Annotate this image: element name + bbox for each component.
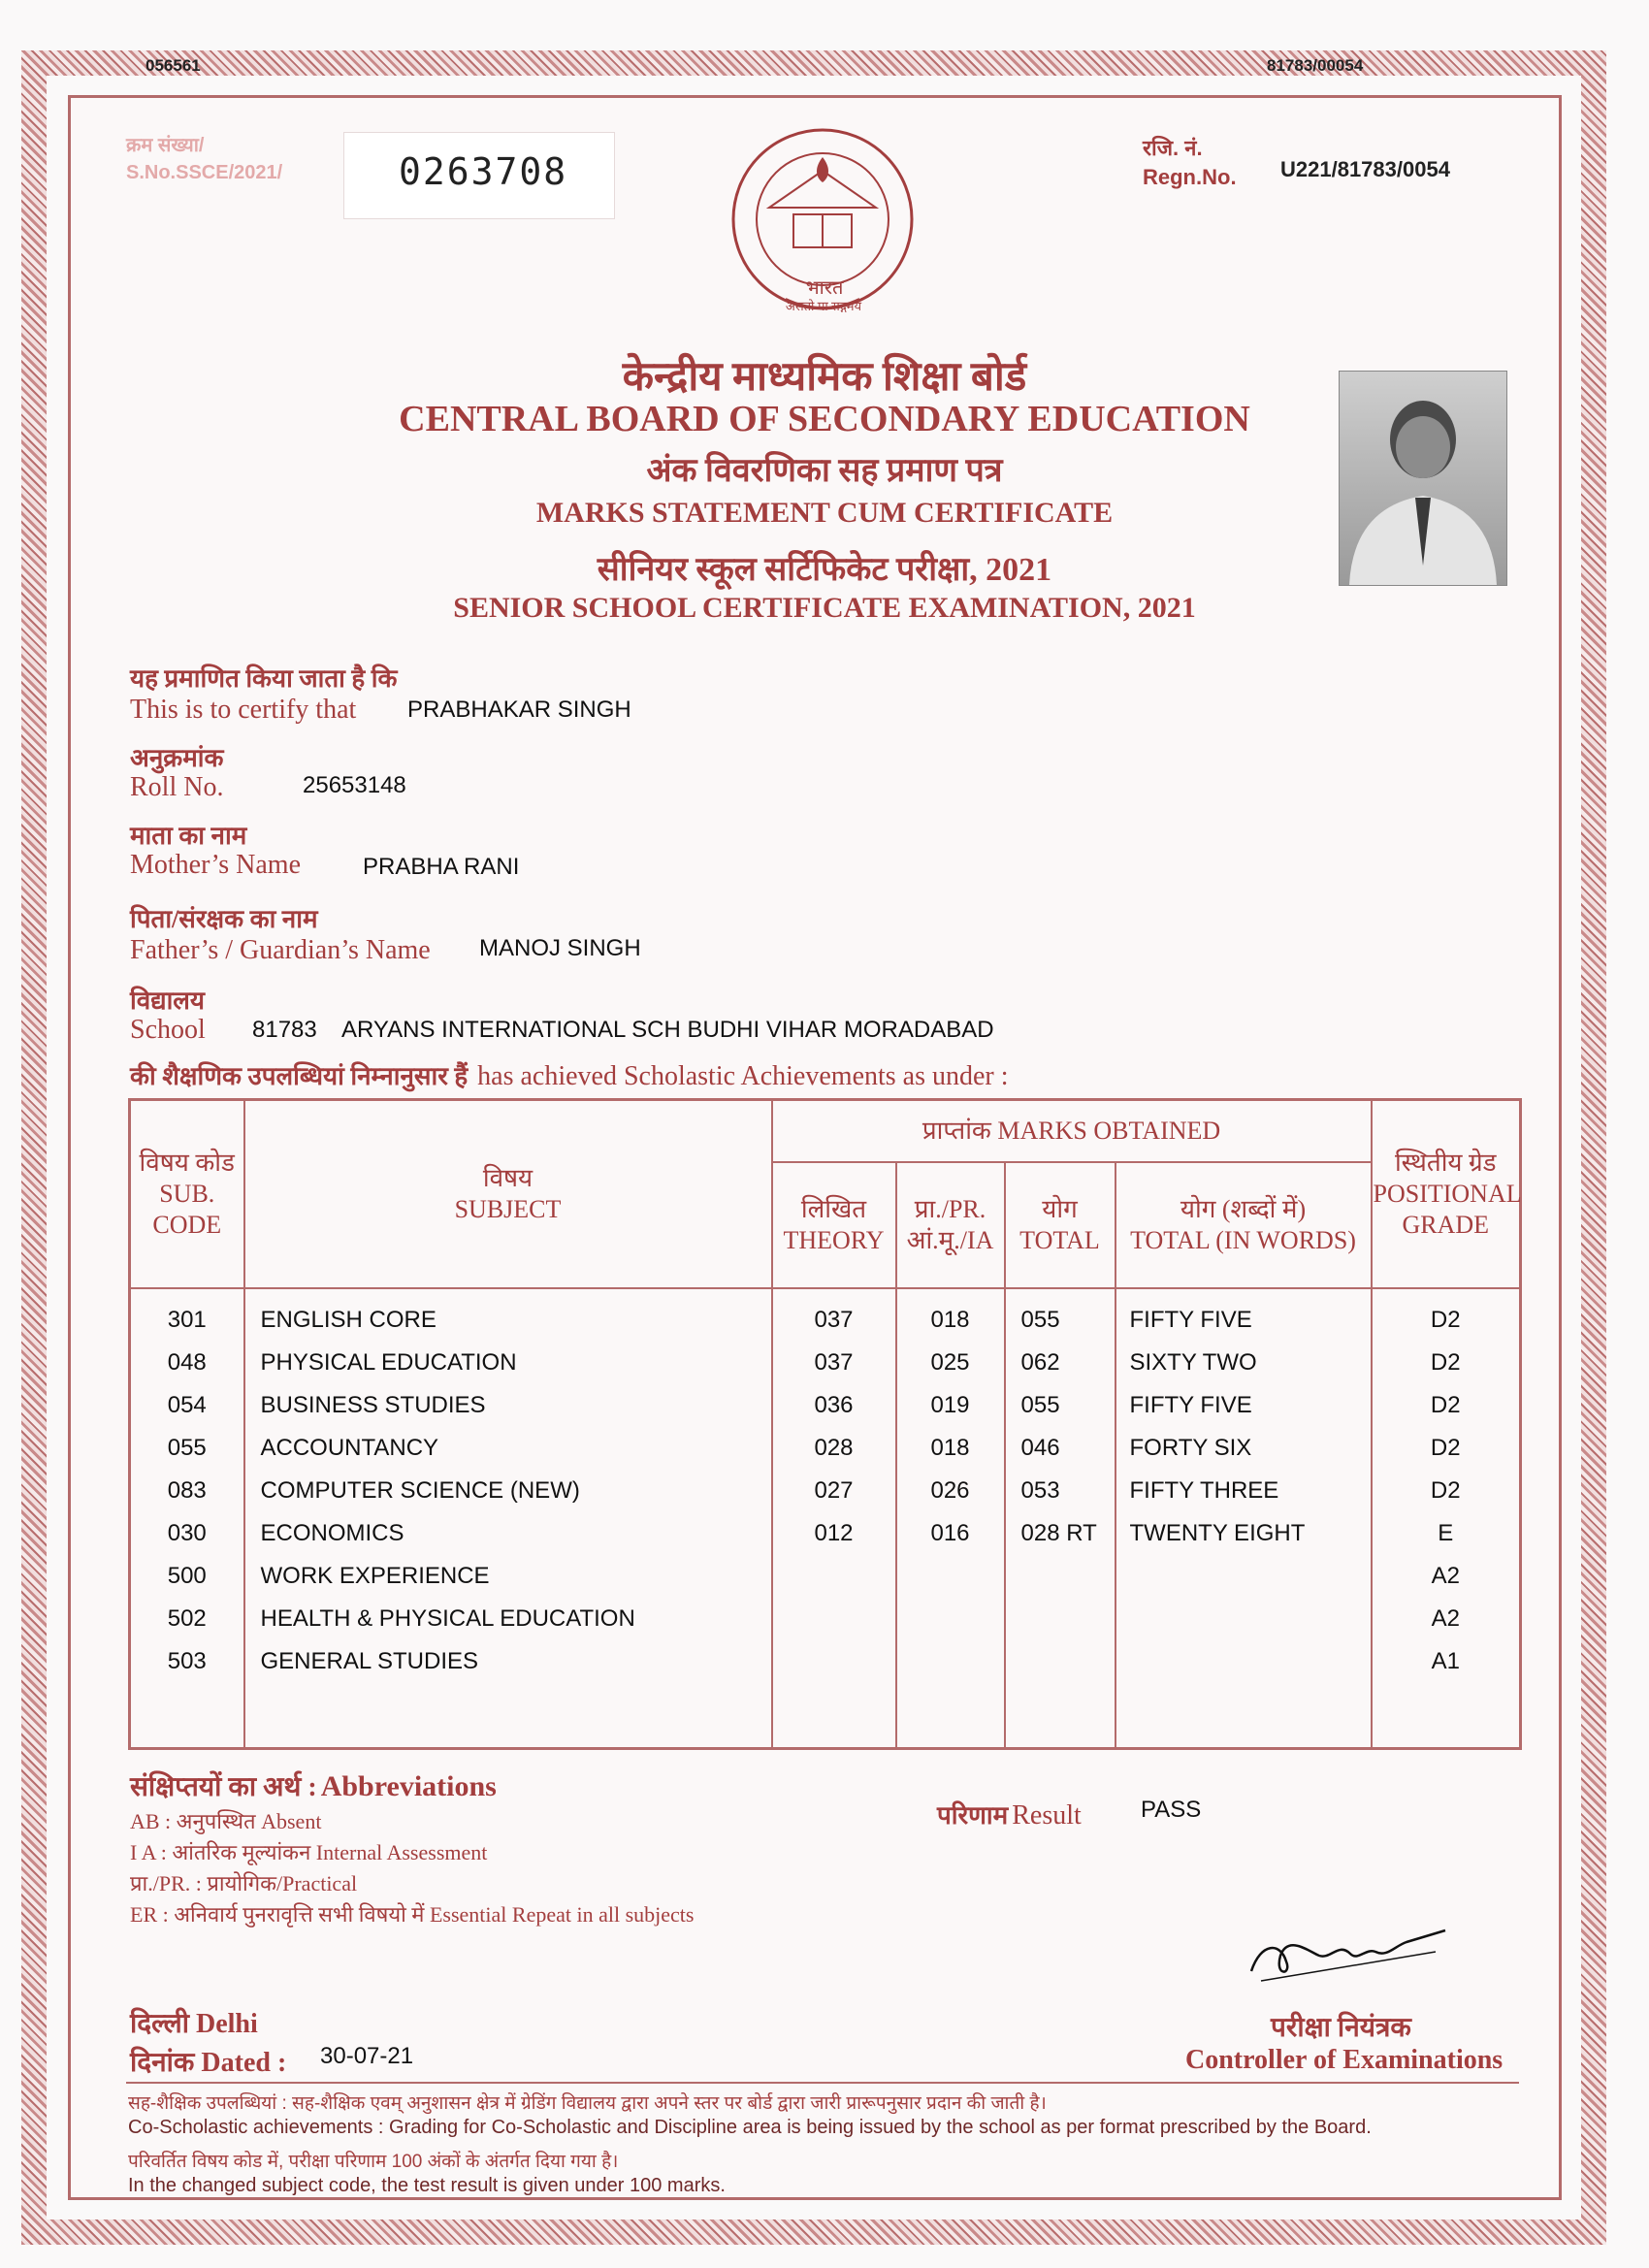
cell-empty	[896, 1685, 1005, 1749]
achievement-line	[130, 1057, 1009, 1092]
table-row	[130, 1344, 1521, 1386]
school-name: ARYANS INTERNATIONAL SCH BUDHI VIHAR MORADABAD	[341, 1017, 994, 1043]
abbr-absent: AB : अनुपस्थित Absent	[130, 1809, 322, 1833]
header-code	[130, 1100, 244, 1288]
header-grade-hi: स्थितीय ग्रेड	[1394, 1148, 1497, 1177]
cell-theory: 012	[772, 1514, 896, 1557]
serial-label-en: S.No.SSCE/2021/	[126, 162, 283, 183]
board-title-en: CENTRAL BOARD OF SECONDARY EDUCATION	[399, 399, 1250, 439]
cell-theory: 037	[772, 1288, 896, 1344]
header-theory	[772, 1162, 896, 1288]
cell-pr: 019	[896, 1386, 1005, 1429]
abbreviations-title-hi: संक्षिप्तयों का अर्थ :	[130, 1772, 317, 1802]
emblem-motto: असतो मा सद्गमय	[785, 299, 862, 313]
cell-pr	[896, 1642, 1005, 1685]
school-label-hi: विद्यालय	[130, 987, 206, 1015]
cell-words: FIFTY THREE	[1116, 1472, 1372, 1514]
serial-box	[343, 132, 615, 219]
cell-total: 062	[1005, 1344, 1116, 1386]
cell-empty	[1116, 1685, 1372, 1749]
serial-label	[126, 132, 282, 186]
cell-total: 028 RT	[1005, 1514, 1116, 1557]
father-label-hi: पिता/संरक्षक का नाम	[130, 905, 318, 933]
cell-total: 055	[1005, 1288, 1116, 1344]
cell-code: 054	[130, 1386, 244, 1429]
header-subject-en: SUBJECT	[454, 1194, 562, 1223]
exam-title-en: SENIOR SCHOOL CERTIFICATE EXAMINATION, 2021	[453, 592, 1196, 624]
cell-pr: 018	[896, 1288, 1005, 1344]
exam-title-hi: सीनियर स्कूल सर्टिफिकेट परीक्षा, 2021	[597, 552, 1052, 588]
marks-table	[128, 1098, 1522, 1750]
result-label-en: Result	[1012, 1800, 1082, 1831]
cell-grade: D2	[1372, 1472, 1521, 1514]
cell-total: 053	[1005, 1472, 1116, 1514]
header-total-en: TOTAL	[1019, 1225, 1100, 1254]
cell-grade: D2	[1372, 1288, 1521, 1344]
roll-label-en: Roll No.	[130, 772, 224, 802]
mother-label-hi: माता का नाम	[130, 822, 247, 850]
cell-total	[1005, 1642, 1116, 1685]
achievement-label-en: has achieved Scholastic Achievements as under :	[477, 1061, 1009, 1091]
controller-hi: परीक्षा नियंत्रक	[1271, 2013, 1411, 2043]
header-marks	[772, 1100, 1372, 1162]
header-pr	[896, 1162, 1005, 1288]
header-marks-en: MARKS OBTAINED	[997, 1116, 1221, 1145]
header-pr-en: आं.मू./IA	[906, 1225, 994, 1254]
cell-subject: GENERAL STUDIES	[244, 1642, 772, 1685]
marks-table-body	[130, 1288, 1521, 1749]
father-label-en: Father’s / Guardian’s Name	[130, 935, 431, 965]
cell-code: 301	[130, 1288, 244, 1344]
achievement-label-hi: की शैक्षणिक उपलब्धियां निम्नानुसार हैं	[130, 1062, 469, 1090]
cell-grade: D2	[1372, 1429, 1521, 1472]
cell-code: 502	[130, 1600, 244, 1642]
student-photo	[1339, 371, 1507, 586]
header-words-hi: योग (शब्दों में)	[1180, 1194, 1307, 1223]
table-row	[130, 1600, 1521, 1642]
top-right-code: 81783/00054	[1267, 56, 1364, 75]
cell-code: 503	[130, 1642, 244, 1685]
emblem-country: भारत	[805, 277, 844, 299]
cell-code: 048	[130, 1344, 244, 1386]
cell-words: FORTY SIX	[1116, 1429, 1372, 1472]
cell-pr: 018	[896, 1429, 1005, 1472]
cell-subject: COMPUTER SCIENCE (NEW)	[244, 1472, 772, 1514]
table-filler-row	[130, 1685, 1521, 1749]
top-left-code: 056561	[146, 56, 201, 75]
cell-empty	[130, 1685, 244, 1749]
registration-label	[1143, 134, 1237, 192]
cell-words: SIXTY TWO	[1116, 1344, 1372, 1386]
cell-grade: E	[1372, 1514, 1521, 1557]
father-name: MANOJ SINGH	[479, 935, 641, 961]
footer-divider	[126, 2082, 1519, 2084]
abbreviations-title	[130, 1767, 497, 1804]
cell-code: 083	[130, 1472, 244, 1514]
header-theory-hi: लिखित	[800, 1194, 867, 1223]
header-grade	[1372, 1100, 1521, 1288]
cell-empty	[772, 1685, 896, 1749]
cell-theory	[772, 1642, 896, 1685]
note-changed-code-hi: परिवर्तित विषय कोड में, परीक्षा परिणाम 100 अंकों के अंतर्गत दिया गया है।	[128, 2152, 619, 2172]
cell-theory	[772, 1557, 896, 1600]
certify-label-en: This is to certify that	[130, 695, 357, 725]
cell-subject: BUSINESS STUDIES	[244, 1386, 772, 1429]
cell-empty	[1372, 1685, 1521, 1749]
serial-number: 0263708	[399, 150, 568, 193]
cell-words	[1116, 1557, 1372, 1600]
registration-label-hi: रजि. नं.	[1143, 136, 1203, 160]
place-label: दिल्ली Delhi	[130, 2009, 258, 2039]
cell-subject: HEALTH & PHYSICAL EDUCATION	[244, 1600, 772, 1642]
header-marks-hi: प्राप्तांक	[922, 1116, 991, 1145]
header-subject-hi: विषय	[482, 1163, 534, 1192]
student-silhouette-icon	[1340, 372, 1506, 585]
cell-subject: ECONOMICS	[244, 1514, 772, 1557]
cell-empty	[244, 1685, 772, 1749]
cell-subject: PHYSICAL EDUCATION	[244, 1344, 772, 1386]
table-row	[130, 1386, 1521, 1429]
table-row	[130, 1429, 1521, 1472]
cell-theory: 037	[772, 1344, 896, 1386]
cell-total: 055	[1005, 1386, 1116, 1429]
cell-grade: A2	[1372, 1557, 1521, 1600]
date-value: 30-07-21	[320, 2043, 414, 2069]
signature-icon	[1242, 1913, 1455, 1991]
cell-code: 055	[130, 1429, 244, 1472]
cell-words: TWENTY EIGHT	[1116, 1514, 1372, 1557]
registration-number: U221/81783/0054	[1280, 157, 1450, 181]
cell-total	[1005, 1557, 1116, 1600]
header-total-hi: योग	[1042, 1194, 1078, 1223]
header-pr-hi: प्रा./PR.	[914, 1194, 986, 1223]
student-name: PRABHAKAR SINGH	[407, 697, 631, 723]
cell-pr	[896, 1600, 1005, 1642]
header-words-en: TOTAL (IN WORDS)	[1130, 1225, 1356, 1254]
controller-en: Controller of Examinations	[1185, 2045, 1504, 2075]
cell-pr: 025	[896, 1344, 1005, 1386]
table-row	[130, 1472, 1521, 1514]
cell-grade: A2	[1372, 1600, 1521, 1642]
cell-total: 046	[1005, 1429, 1116, 1472]
result-value: PASS	[1141, 1797, 1202, 1823]
cell-empty	[1005, 1685, 1116, 1749]
cell-theory: 028	[772, 1429, 896, 1472]
mother-label-en: Mother’s Name	[130, 850, 301, 880]
board-title-hi: केन्द्रीय माध्यमिक शिक्षा बोर्ड	[622, 355, 1027, 400]
cell-theory: 036	[772, 1386, 896, 1429]
header-code-en-1: SUB.	[159, 1179, 215, 1208]
cell-grade: D2	[1372, 1344, 1521, 1386]
table-row	[130, 1514, 1521, 1557]
roll-number: 25653148	[303, 772, 406, 798]
roll-label-hi: अनुक्रमांक	[130, 744, 224, 772]
serial-label-hi: क्रम संख्या/	[126, 135, 205, 156]
cell-subject: WORK EXPERIENCE	[244, 1557, 772, 1600]
cell-subject: ENGLISH CORE	[244, 1288, 772, 1344]
registration-label-en: Regn.No.	[1143, 165, 1237, 189]
header-total	[1005, 1162, 1116, 1288]
abbr-practical: प्रा./PR. : प्रायोगिक/Practical	[130, 1871, 358, 1895]
abbr-essential-repeat: ER : अनिवार्य पुनरावृत्ति सभी विषयो में Essential Repeat in all subjects	[130, 1902, 695, 1927]
header-words	[1116, 1162, 1372, 1288]
cell-code: 030	[130, 1514, 244, 1557]
cell-theory	[772, 1600, 896, 1642]
doc-title-en: MARKS STATEMENT CUM CERTIFICATE	[535, 497, 1114, 529]
table-row	[130, 1557, 1521, 1600]
cell-theory: 027	[772, 1472, 896, 1514]
cell-grade: D2	[1372, 1386, 1521, 1429]
result-label-hi: परिणाम	[937, 1801, 1009, 1830]
date-label: दिनांक Dated :	[130, 2048, 287, 2078]
cell-words: FIFTY FIVE	[1116, 1288, 1372, 1344]
note-co-scholastic-hi: सह-शैक्षिक उपलब्धियां : सह-शैक्षिक एवम् अनुशासन क्षेत्र में ग्रेडिंग विद्यालय द्वारा अपने स्तर पर बोर्ड द्वारा जारी प्रारूपनुसार प्रदान की जाती है।	[128, 2093, 1047, 2114]
cell-pr: 016	[896, 1514, 1005, 1557]
cell-pr	[896, 1557, 1005, 1600]
cell-subject: ACCOUNTANCY	[244, 1429, 772, 1472]
note-changed-code-en: In the changed subject code, the test result is given under 100 marks.	[128, 2175, 726, 2196]
table-row	[130, 1288, 1521, 1344]
cell-grade: A1	[1372, 1642, 1521, 1685]
cell-words	[1116, 1600, 1372, 1642]
abbr-internal-assessment: I A : आंतरिक मूल्यांकन Internal Assessment	[130, 1840, 488, 1864]
header-code-en-2: CODE	[152, 1210, 222, 1239]
result-label	[937, 1797, 1082, 1831]
cell-words	[1116, 1642, 1372, 1685]
header-subject	[244, 1100, 772, 1288]
school-label-en: School	[130, 1015, 206, 1045]
abbreviations-title-en: Abbreviations	[320, 1770, 497, 1802]
cell-pr: 026	[896, 1472, 1005, 1514]
table-row	[130, 1642, 1521, 1685]
mother-name: PRABHA RANI	[363, 854, 520, 880]
cell-total	[1005, 1600, 1116, 1642]
header-grade-en-2: GRADE	[1402, 1210, 1490, 1239]
cell-words: FIFTY FIVE	[1116, 1386, 1372, 1429]
cell-code: 500	[130, 1557, 244, 1600]
doc-title-hi: अंक विवरणिका सह प्रमाण पत्र	[646, 453, 1003, 489]
school-code: 81783	[252, 1017, 317, 1043]
header-theory-en: THEORY	[783, 1225, 885, 1254]
header-code-hi: विषय कोड	[139, 1148, 235, 1177]
certify-label-hi: यह प्रमाणित किया जाता है कि	[130, 664, 398, 693]
header-grade-en-1: POSITIONAL	[1373, 1179, 1522, 1208]
note-co-scholastic-en: Co-Scholastic achievements : Grading for Co-Scholastic and Discipline area is being issued by the school as per format prescribed by the Board.	[128, 2117, 1372, 2138]
